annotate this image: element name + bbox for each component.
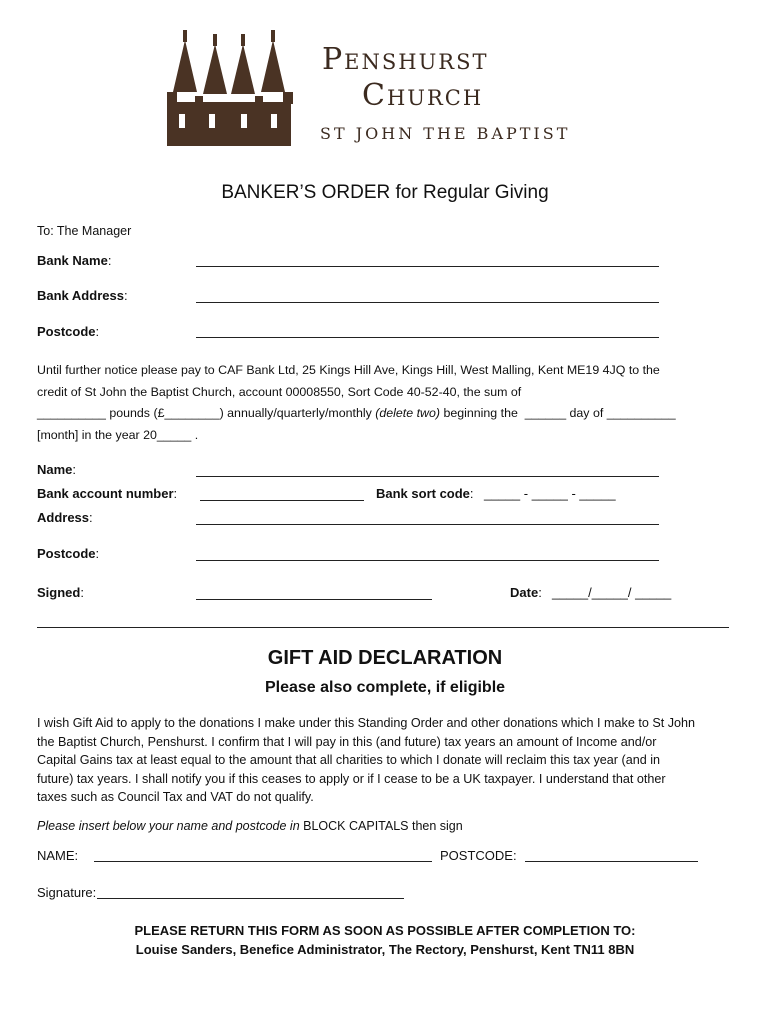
block-capitals-instruction: Please insert below your name and postcode in BLOCK CAPITALS then sign (37, 819, 463, 833)
signature-field[interactable] (97, 898, 404, 899)
account-name-field[interactable] (196, 476, 659, 477)
return-instruction: PLEASE RETURN THIS FORM AS SOON AS POSSIBLE AFTER COMPLETION TO: (134, 923, 636, 938)
signature-label: Signature: (37, 885, 97, 900)
name-label: Name: (37, 462, 77, 477)
date-label: Date: (510, 585, 542, 600)
bank-name-label: Bank Name: (37, 253, 112, 268)
gift-aid-postcode-field[interactable] (525, 861, 698, 862)
payment-instruction: Until further notice please pay to CAF Bank Ltd, 25 Kings Hill Ave, Kings Hill, West Malling, Kent ME19 4JQ to the credit of St John the Baptist Church, account 00008550, Sort Code 40-52-40, the sum of __________ pounds (£________) annually/quarterly/monthly (delete two) beginning the ______ day of __________ [month] in the year 20_____ . (37, 363, 676, 442)
signed-field[interactable] (196, 599, 432, 600)
church-dedication: ST JOHN THE BAPTIST (320, 124, 571, 143)
church-logo (165, 30, 295, 148)
postcode2-field[interactable] (196, 560, 659, 561)
return-address: Louise Sanders, Benefice Administrator, The Rectory, Penshurst, Kent TN11 8BN (135, 942, 635, 957)
bank-address-label: Bank Address: (37, 288, 128, 303)
church-name-line2: Church (362, 78, 484, 113)
to-manager: To: The Manager (37, 224, 132, 238)
gift-aid-title: GIFT AID DECLARATION (267, 647, 503, 669)
postcode-label: Postcode: (37, 324, 100, 339)
address-field[interactable] (196, 524, 659, 525)
gift-aid-name-field[interactable] (94, 861, 432, 862)
bank-address-field[interactable] (196, 302, 659, 303)
gift-aid-subtitle: Please also complete, if eligible (264, 679, 506, 696)
section-divider (37, 627, 729, 628)
gift-aid-postcode-label: POSTCODE: (440, 848, 517, 863)
sort-code-field[interactable]: _____ - _____ - _____ (484, 486, 616, 501)
form-title: BANKER’S ORDER for Regular Giving (221, 182, 549, 203)
gift-aid-name-label: NAME: (37, 848, 79, 863)
address-label: Address: (37, 510, 93, 525)
bank-postcode-field[interactable] (196, 337, 659, 338)
postcode2-label: Postcode: (37, 546, 100, 561)
gift-aid-declaration: I wish Gift Aid to apply to the donations I make under this Standing Order and other donations which I make to St John the Baptist Church, Penshurst. I confirm that I will pay in this (and future) tax years an amount of Income and/or Capital Gains tax at least equal to the amount that all charities to which I donate will reclaim this tax year (and in future) tax years. I shall notify you if this ceases to apply or if I cease to be a UK taxpayer. I understand that other taxes such as Council Tax and VAT do not qualify. (37, 716, 696, 804)
church-name-line1: Penshurst (322, 42, 489, 77)
account-number-field[interactable] (200, 500, 364, 501)
sort-code-label: Bank sort code: (376, 486, 474, 501)
bank-name-field[interactable] (196, 266, 659, 267)
date-field[interactable]: _____/_____/ _____ (552, 585, 672, 600)
church-towers-icon (165, 30, 295, 148)
account-number-label: Bank account number: (37, 486, 178, 501)
signed-label: Signed: (37, 585, 84, 600)
